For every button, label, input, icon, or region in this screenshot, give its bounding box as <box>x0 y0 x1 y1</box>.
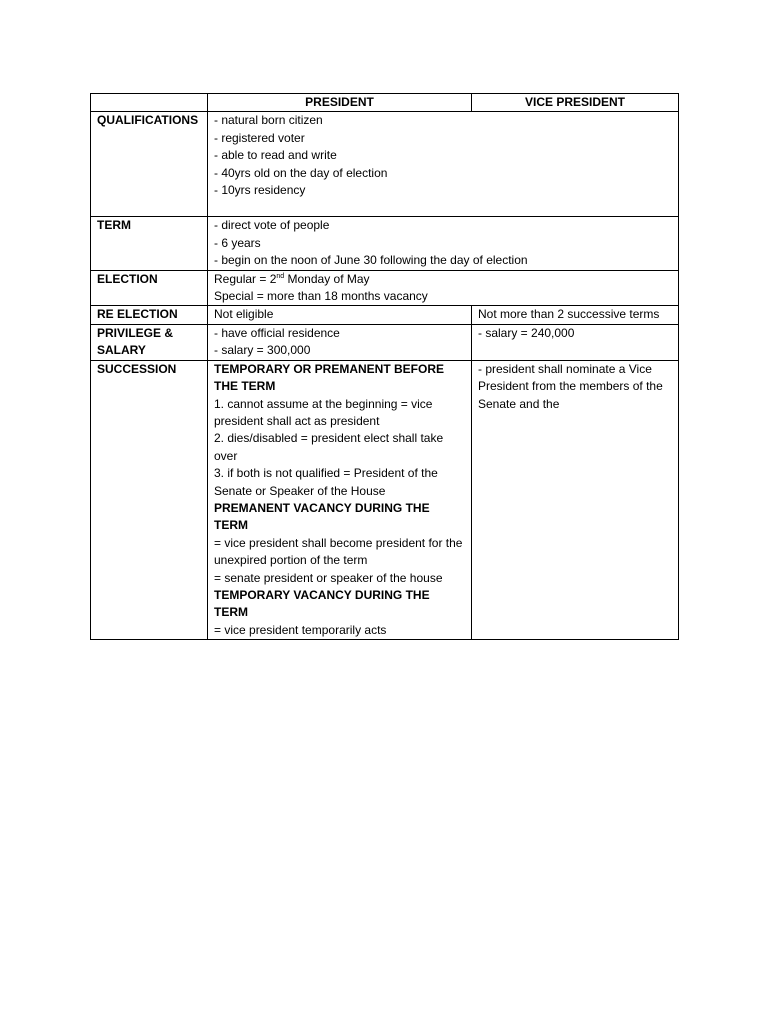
cell-line: - salary = 240,000 <box>478 325 575 340</box>
cell-line: Regular = 2nd Monday of May <box>214 271 370 286</box>
row-label: TERM <box>91 217 208 270</box>
cell-line: Not eligible <box>214 307 274 322</box>
table-row <box>91 306 679 324</box>
row-label: ELECTION <box>91 270 208 306</box>
cell-line: - president shall nominate a Vice President from the members of the Senate and the <box>478 361 663 411</box>
shared-cell <box>208 217 679 270</box>
row-label: PRIVILEGE & SALARY <box>91 324 208 360</box>
cell-line: 3. if both is not qualified = President of the Senate or Speaker of the House <box>214 466 438 498</box>
row-label: QUALIFICATIONS <box>91 112 208 217</box>
section-heading: TEMPORARY VACANCY DURING THE TERM <box>214 587 430 620</box>
cell-line: - salary = 300,000 <box>214 343 311 358</box>
header-cell-blank <box>91 94 208 112</box>
cell-line: Special = more than 18 months vacancy <box>214 289 428 304</box>
cell-line: - begin on the noon of June 30 following the day of election <box>214 253 528 268</box>
cell-line: - 40yrs old on the day of election <box>214 165 388 180</box>
shared-cell <box>208 112 679 217</box>
cell-line: 1. cannot assume at the beginning = vice president shall act as president <box>214 396 433 428</box>
header-cell-president: PRESIDENT <box>208 94 472 112</box>
table-row <box>91 217 679 270</box>
section-heading: PREMANENT VACANCY DURING THE TERM <box>214 500 430 533</box>
cell-line: = vice president shall become president for the unexpired portion of the term <box>214 535 463 568</box>
header-row <box>91 94 679 112</box>
cell-line: Not more than 2 successive terms <box>478 307 660 322</box>
cell-spacer <box>214 199 672 216</box>
row-label: RE ELECTION <box>91 306 208 324</box>
cell-line: = senate president or speaker of the house <box>214 570 443 585</box>
cell-line: - direct vote of people <box>214 218 330 233</box>
cell-line: - 10yrs residency <box>214 183 306 198</box>
table-row <box>91 360 679 640</box>
table-body <box>91 112 679 640</box>
vice-president-cell <box>472 324 679 360</box>
cell-line: - natural born citizen <box>214 113 323 128</box>
table-row <box>91 270 679 306</box>
table-row <box>91 324 679 360</box>
cell-line: - able to read and write <box>214 148 337 163</box>
table-row <box>91 112 679 217</box>
president-cell <box>208 360 472 640</box>
cell-line: - 6 years <box>214 235 261 250</box>
vice-president-cell <box>472 306 679 324</box>
shared-cell <box>208 270 679 306</box>
cell-line: - registered voter <box>214 130 305 145</box>
cell-line: - have official residence <box>214 325 340 340</box>
vice-president-cell <box>472 360 679 640</box>
comparison-table <box>90 93 679 640</box>
section-heading: TEMPORARY OR PREMANENT BEFORE THE TERM <box>214 361 445 394</box>
cell-line: = vice president temporarily acts <box>214 622 387 637</box>
cell-line: 2. dies/disabled = president elect shall take over <box>214 431 444 463</box>
header-cell-vice-president: VICE PRESIDENT <box>472 94 679 112</box>
president-cell <box>208 324 472 360</box>
row-label: SUCCESSION <box>91 360 208 640</box>
president-cell <box>208 306 472 324</box>
